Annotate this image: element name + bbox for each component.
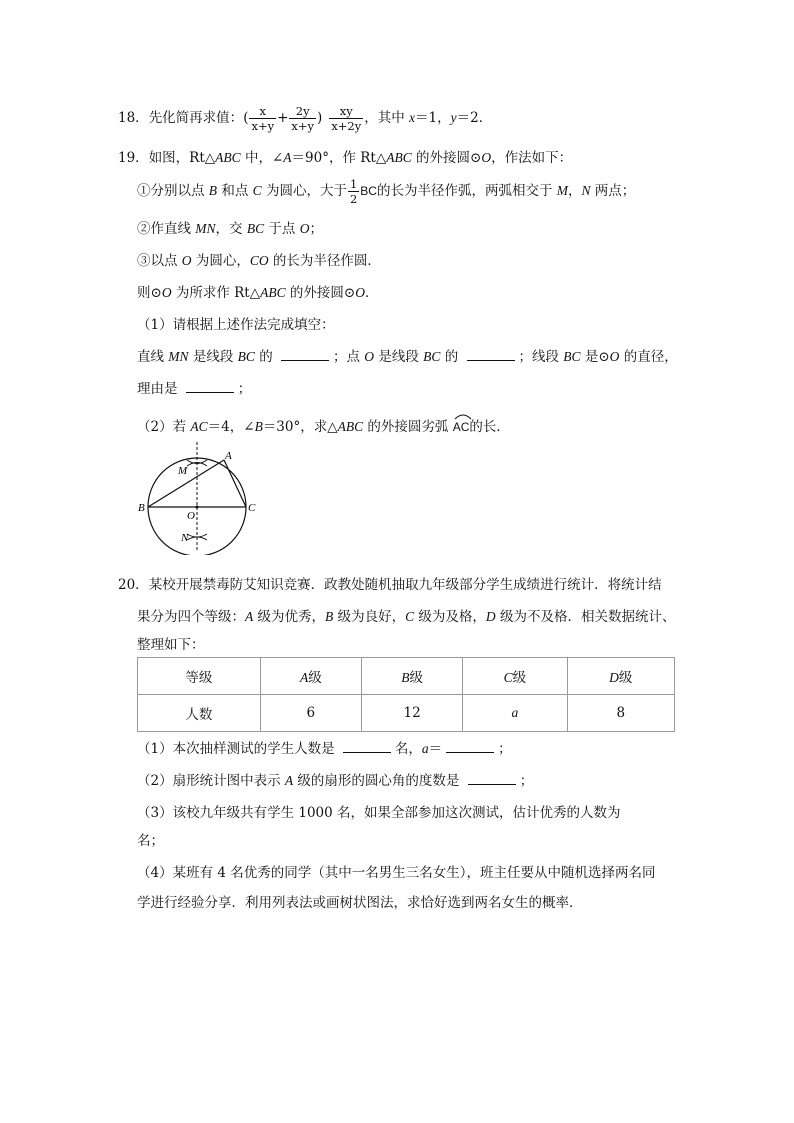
question-18: 18．先化简再求值：( $\frac{x}{x+y}$ + $\frac{2y}{x+y}$ ) $\frac{xy}{x+2y}$ ，其中 x＝1，y＝2． — [118, 104, 493, 133]
conclusion: 则⊙O 为所求作 Rt△ABC 的外接圆⊙O． — [137, 285, 379, 301]
table-header-cell: 等级 — [138, 658, 261, 695]
table-cell: 8 — [567, 695, 674, 732]
fraction: $\frac{xy}{x+2y}$ — [331, 104, 362, 133]
table-row — [138, 695, 675, 732]
label-a: A — [225, 450, 232, 462]
table-row — [138, 658, 675, 695]
step-3: ③以点 O 为圆心，CO 的长为半径作圆． — [137, 253, 381, 269]
table-header-cell: D级 — [567, 658, 674, 695]
answer-blank[interactable] — [281, 348, 329, 361]
question-text: ＝1， — [415, 110, 451, 126]
answer-blank[interactable] — [467, 348, 515, 361]
fraction: $\frac{x}{x+y}$ — [251, 104, 275, 133]
step-1: ①分别以点 B 和点 C 为圆心，大于 $\frac{1}{2}$ BC的长为半径作弧，两弧相交于 M，N 两点； — [137, 177, 636, 206]
question-19-intro: 19．如图，Rt△ABC 中，∠A＝90°，作 Rt△ABC 的外接圆⊙O，作法如下： — [118, 150, 573, 166]
fraction-half: $\frac{1}{2}$ — [349, 177, 358, 206]
question-text: ，其中 — [364, 110, 410, 126]
question-20-line1: 20．某校开展禁毒防艾知识竞赛．政教处随机抽取九年级部分学生成绩进行统计．将统计结 — [118, 577, 662, 593]
table-cell: 6 — [260, 695, 361, 732]
table-cell: 人数 — [138, 695, 261, 732]
question-number: 19． — [118, 150, 149, 166]
question-text: ＝2． — [456, 110, 493, 126]
label-m: M — [178, 465, 188, 477]
variable: y — [450, 110, 457, 125]
question-text: 先化简再求值： — [148, 110, 244, 126]
table-header-cell: C级 — [463, 658, 567, 695]
part-1-title: （1）请根据上述作法完成填空： — [137, 317, 335, 333]
grade-table — [137, 657, 675, 732]
arc-ac: AC — [453, 419, 470, 435]
answer-blank[interactable] — [446, 740, 494, 753]
table-cell: 12 — [361, 695, 462, 732]
label-c: C — [248, 502, 256, 514]
fraction: $\frac{2y}{x+y}$ — [291, 104, 315, 133]
table-cell: a — [463, 695, 567, 732]
label-b: B — [138, 502, 145, 514]
circumcircle-figure — [130, 440, 265, 555]
variable: x — [409, 110, 416, 125]
label-o: O — [187, 510, 195, 522]
q20-part-4-line2: 学进行经验分享．利用列表法或画树状图法，求恰好选到两名女生的概率． — [137, 895, 583, 911]
question-20-line2: 果分为四个等级：A 级为优秀，B 级为良好，C 级为及格，D 级为不及格．相关数据统计、 — [137, 609, 676, 625]
label-n: N — [181, 532, 189, 544]
table-header-cell: B级 — [361, 658, 462, 695]
step-2: ②作直线 MN，交 BC 于点 O； — [137, 221, 323, 237]
q20-part-3-line2: 名； — [137, 833, 164, 849]
answer-blank[interactable] — [468, 772, 516, 785]
part-1-fill-line: 直线 MN 是线段 BC 的 ；点 O 是线段 BC 的 ；线段 BC 是⊙O 的直径， — [137, 349, 678, 365]
segment-ac — [224, 460, 246, 507]
part-1-reason: 理由是 ； — [137, 381, 252, 397]
table-header-cell: A级 — [260, 658, 361, 695]
q20-part-1: （1）本次抽样测试的学生人数是 名，a＝ ； — [137, 741, 512, 757]
q20-part-3-line1: （3）该校九年级共有学生 1000 名，如果全部参加这次测试，估计优秀的人数为 — [137, 805, 621, 821]
center-point — [196, 506, 199, 509]
part-2: （2）若 AC＝4，∠B＝30°，求△ABC 的外接圆劣弧 AC的长． — [137, 415, 510, 435]
plus-sign: + — [277, 110, 289, 126]
q20-part-2: （2）扇形统计图中表示 A 级的扇形的圆心角的度数是 ； — [137, 773, 534, 789]
q20-part-4-line1: （4）某班有 4 名优秀的同学（其中一名男生三名女生），班主任要从中随机选择两名同 — [137, 865, 656, 881]
question-20-line3: 整理如下： — [137, 637, 205, 653]
answer-blank[interactable] — [343, 740, 391, 753]
question-number: 20． — [118, 577, 149, 593]
arc-mark-icon — [453, 412, 473, 420]
question-number: 18． — [118, 110, 149, 126]
answer-blank[interactable] — [186, 380, 234, 393]
